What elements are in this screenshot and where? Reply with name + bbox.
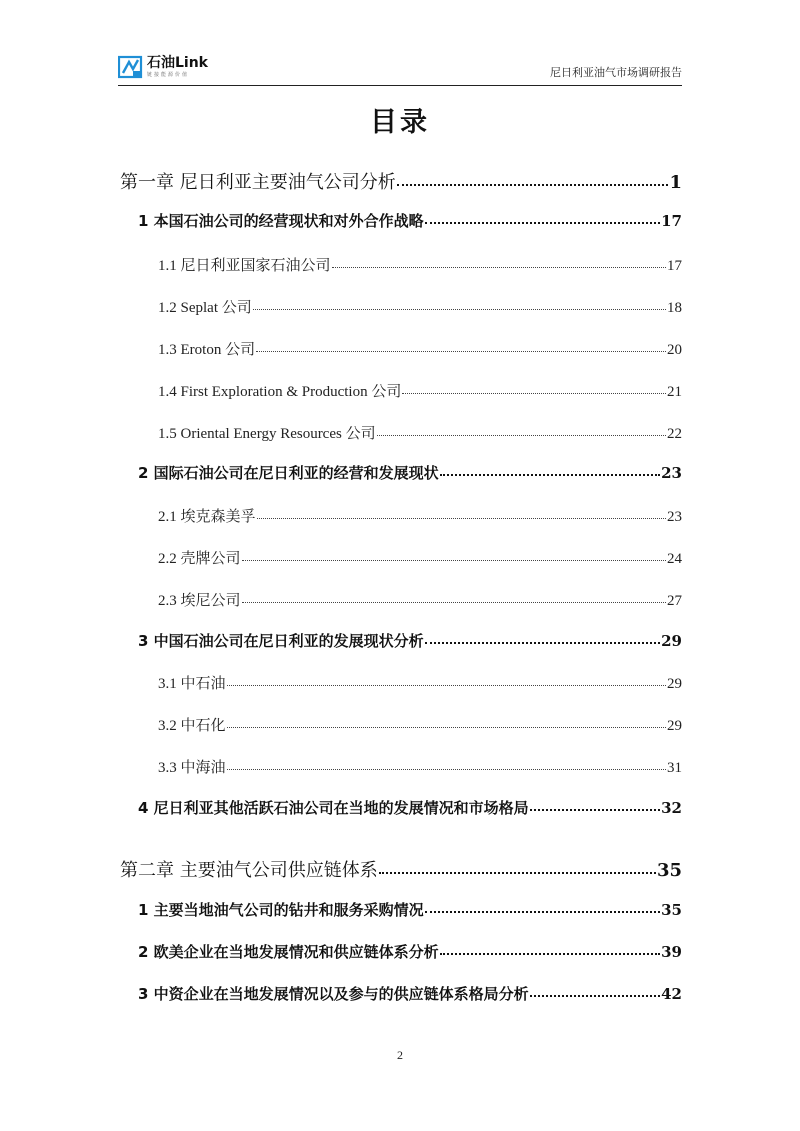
toc-entry-page: 31 (667, 760, 682, 776)
toc-entry[interactable] (158, 296, 682, 317)
toc-entry-page: 39 (661, 943, 682, 961)
toc-entry-label: 第二章 主要油气公司供应链体系 (120, 860, 378, 881)
toc-leader-dots (425, 642, 660, 644)
toc-entry-page: 42 (661, 985, 682, 1003)
logo-name: 石油Link (147, 54, 208, 71)
toc-entry[interactable] (138, 210, 682, 231)
toc-leader-dots (256, 351, 666, 352)
page-number: 2 (397, 1048, 403, 1062)
toc-title: 目录 (370, 107, 430, 138)
toc-entry-page: 22 (667, 426, 682, 442)
toc-entry-page: 1 (669, 172, 682, 193)
toc-entry-label: 2.3 埃尼公司 (158, 593, 241, 609)
report-title: 尼日利亚油气市场调研报告 (550, 66, 682, 79)
toc-leader-dots (242, 602, 666, 603)
toc-entry-label: 第一章 尼日利亚主要油气公司分析 (120, 172, 396, 193)
toc-entry[interactable] (120, 856, 682, 882)
page-header (118, 52, 682, 88)
toc-entry-label: 3.3 中海油 (158, 760, 226, 776)
toc-entry-page: 23 (661, 464, 682, 482)
header-divider (118, 85, 682, 86)
toc-leader-dots (227, 685, 666, 686)
toc-leader-dots (425, 911, 660, 913)
toc-entry[interactable] (158, 547, 682, 568)
toc-leader-dots (530, 995, 660, 997)
toc-entry-label: 1.4 First Exploration & Production 公司 (158, 384, 402, 400)
toc-entry-label: 1.5 Oriental Energy Resources 公司 (158, 426, 376, 442)
toc-entry-label: 1 本国石油公司的经营现状和对外合作战略 (138, 212, 424, 230)
toc-leader-dots (440, 474, 660, 476)
toc-leader-dots (379, 872, 656, 874)
logo-tagline: 链接能源价值 (147, 71, 190, 78)
toc-entry[interactable] (158, 589, 682, 610)
toc-entry-page: 29 (667, 676, 682, 692)
toc-entry-page: 17 (667, 258, 682, 274)
toc-leader-dots (257, 518, 666, 519)
toc-entry[interactable] (138, 630, 682, 651)
toc-entry-label: 2 国际石油公司在尼日利亚的经营和发展现状 (138, 464, 439, 482)
toc-entry[interactable] (158, 254, 682, 275)
toc-entry-label: 1 主要当地油气公司的钻井和服务采购情况 (138, 901, 424, 919)
toc-entry-label: 2 欧美企业在当地发展情况和供应链体系分析 (138, 943, 439, 961)
toc-leader-dots (377, 435, 666, 436)
toc-entry-label: 4 尼日利亚其他活跃石油公司在当地的发展情况和市场格局 (138, 799, 529, 817)
toc-entry-page: 35 (656, 860, 682, 881)
logo-mark-icon (118, 54, 144, 80)
toc-entry-page: 32 (661, 799, 682, 817)
toc-entry[interactable] (138, 983, 682, 1004)
toc-entry-page: 20 (667, 342, 682, 358)
toc-leader-dots (332, 267, 666, 268)
toc-entry[interactable] (138, 462, 682, 483)
toc-entry-label: 3.1 中石油 (158, 676, 226, 692)
toc-entry-label: 1.2 Seplat 公司 (158, 300, 252, 316)
toc-entry-page: 35 (661, 901, 682, 919)
toc-entry-label: 1.1 尼日利亚国家石油公司 (158, 258, 331, 274)
toc-entry[interactable] (138, 899, 682, 920)
toc-leader-dots (227, 727, 666, 728)
toc-entry-label: 3.2 中石化 (158, 718, 226, 734)
toc-entry-page: 29 (667, 718, 682, 734)
toc-leader-dots (425, 222, 660, 224)
toc-entry[interactable] (158, 756, 682, 777)
toc-entry-label: 3 中资企业在当地发展情况以及参与的供应链体系格局分析 (138, 985, 529, 1003)
toc-entry[interactable] (138, 797, 682, 818)
toc-leader-dots (440, 953, 660, 955)
toc-entry-page: 29 (661, 632, 682, 650)
toc-leader-dots (242, 560, 666, 561)
toc-entry-label: 1.3 Eroton 公司 (158, 342, 256, 358)
toc-entry[interactable] (138, 941, 682, 962)
toc-leader-dots (397, 184, 669, 186)
toc-entry-page: 27 (667, 593, 682, 609)
toc-leader-dots (253, 309, 666, 310)
toc-entry-page: 24 (667, 551, 682, 567)
toc-leader-dots (402, 393, 666, 394)
company-logo (118, 54, 208, 80)
toc-entry[interactable] (158, 714, 682, 735)
toc-entry-page: 18 (667, 300, 682, 316)
toc-entry-page: 21 (667, 384, 682, 400)
toc-entry[interactable] (120, 168, 682, 194)
toc-entry-label: 2.1 埃克森美孚 (158, 509, 256, 525)
toc-entry-label: 2.2 壳牌公司 (158, 551, 241, 567)
toc-entry[interactable] (158, 380, 682, 401)
toc-entry[interactable] (158, 422, 682, 443)
toc-entry-label: 3 中国石油公司在尼日利亚的发展现状分析 (138, 632, 424, 650)
toc-leader-dots (227, 769, 666, 770)
toc-leader-dots (530, 809, 660, 811)
toc-entry-page: 17 (661, 212, 682, 230)
toc-entry[interactable] (158, 338, 682, 359)
toc-entry-page: 23 (667, 509, 682, 525)
toc-entry[interactable] (158, 505, 682, 526)
toc-entry[interactable] (158, 672, 682, 693)
